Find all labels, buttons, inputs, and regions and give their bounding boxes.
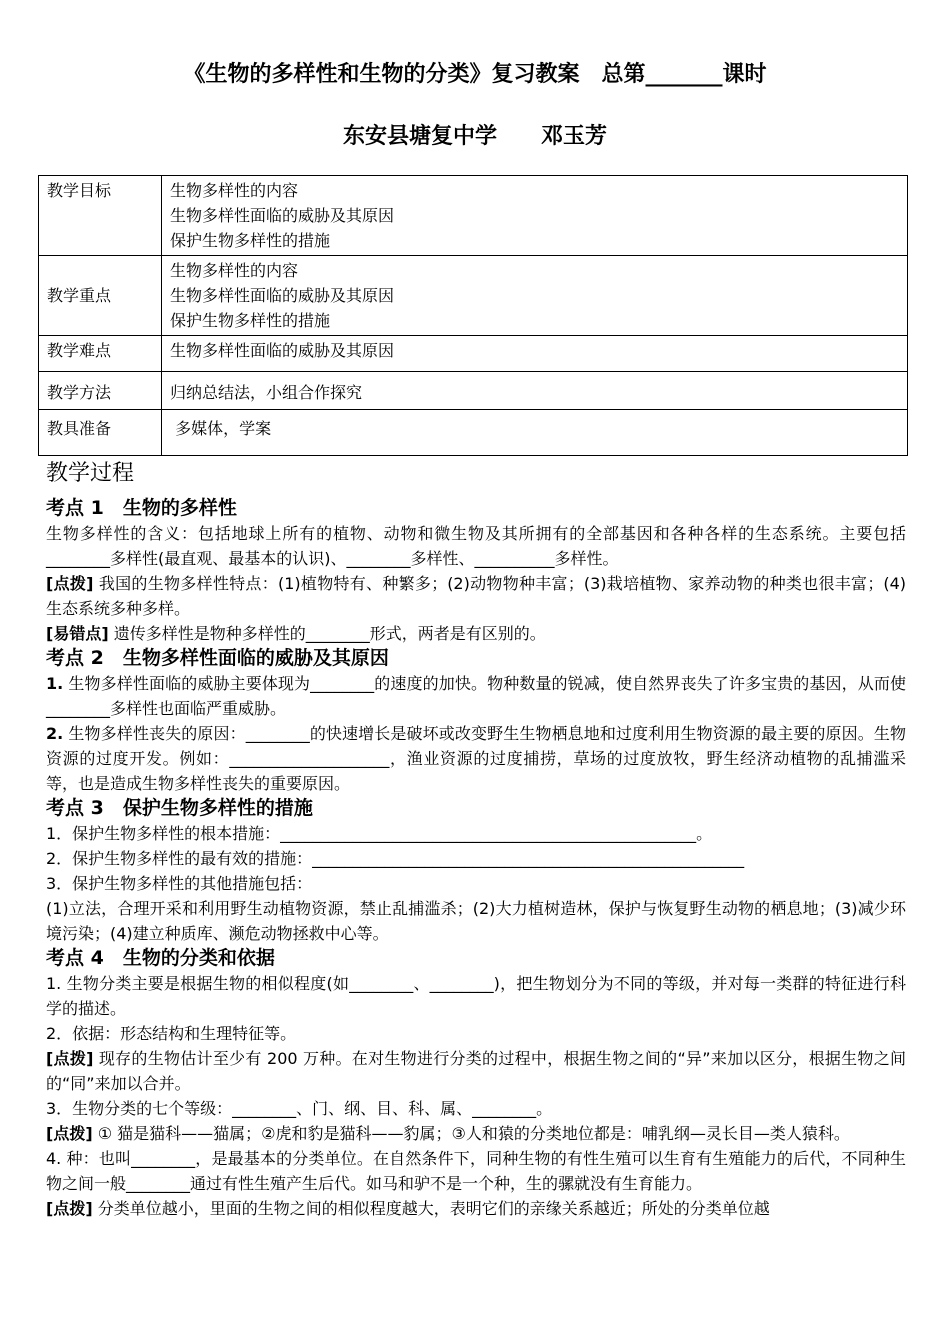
- tip-text: 分类单位越小，里面的生物之间的相似程度越大，表明它们的亲缘关系越近；所处的分类单位越: [92, 1199, 770, 1218]
- value-line: 生物多样性的内容: [170, 261, 299, 280]
- value-line: 保护生物多样性的措施: [170, 231, 331, 250]
- document-title: 《生物的多样性和生物的分类》复习教案 总第_______课时: [183, 62, 767, 87]
- item-text: 生物多样性面临的威胁主要体现为________的速度的加快。物种数量的锐减，使自然界丧失了许多宝贵的基因，从而使________多样性也面临严重威胁。: [46, 674, 906, 718]
- paragraph: 2．保护生物多样性的最有效的措施：______________________________________________________: [46, 849, 745, 868]
- item-number: 1.: [46, 674, 64, 693]
- paragraph: [46, 571, 906, 621]
- row-value: 归纳总结法，小组合作探究: [162, 372, 908, 410]
- school-author-line: 东安县塘复中学 邓玉芳: [342, 124, 607, 149]
- paragraph: 1．保护生物多样性的根本措施：____________________________________________________。: [46, 824, 713, 843]
- row-value: 生物多样性面临的威胁及其原因: [162, 336, 908, 372]
- process-heading: 教学过程: [46, 461, 135, 486]
- row-key: 教学难点: [39, 336, 162, 372]
- row-key: 教学方法: [39, 372, 162, 410]
- row-value: [162, 176, 908, 256]
- tip-text: 我国的生物多样性特点：(1)植物特有、种繁多；(2)动物物种丰富；(3)栽培植物、家养动物的种类也很丰富；(4)生态系统多种多样。: [46, 574, 906, 618]
- paragraph: 生物多样性的含义：包括地球上所有的植物、动物和微生物及其所拥有的全部基因和各种各样的生态系统。主要包括________多样性(最直观、最基本的认识)、________多样性、__________多样性。: [46, 524, 906, 568]
- teaching-info-table: [38, 175, 908, 456]
- tip-text: ① 猫是猫科——猫属；②虎和豹是猫科——豹属；③人和猿的分类地位都是：哺乳纲—灵长目—类人猿科。: [92, 1124, 850, 1143]
- paragraph: [46, 721, 906, 796]
- table-row: [39, 410, 908, 456]
- paragraph: [46, 1121, 906, 1146]
- paragraph: [46, 671, 906, 721]
- item-text: 生物多样性丧失的原因：________的快速增长是破坏或改变野生生物栖息地和过度利用生物资源的最主要的原因。生物资源的过度开发。例如：____________________，渔业资源的过度捕捞，草场的过度放牧，野生经济动植物的乱捕滥采等，也是造成生物多样性丧失的重要原因。: [46, 724, 906, 793]
- paragraph: [46, 621, 906, 646]
- paragraph: [46, 1046, 906, 1096]
- item-number: 2.: [46, 724, 64, 743]
- paragraph: 3．生物分类的七个等级：________、门、纲、目、科、属、________。: [46, 1099, 553, 1118]
- section-2-title: 考点 2 生物多样性面临的威胁及其原因: [46, 647, 389, 669]
- row-key: 教学目标: [39, 176, 162, 256]
- table-row: [39, 176, 908, 256]
- tip-tag: [点拨]: [46, 1199, 93, 1218]
- table-row: [39, 256, 908, 336]
- section-4-title: 考点 4 生物的分类和依据: [46, 947, 275, 969]
- row-key: 教具准备: [39, 410, 162, 456]
- paragraph: 3．保护生物多样性的其他措施包括：: [46, 874, 313, 893]
- paragraph: [46, 1196, 906, 1221]
- mistake-text: 遗传多样性是物种多样性的________形式，两者是有区别的。: [108, 624, 546, 643]
- paragraph: 1. 生物分类主要是根据生物的相似程度(如________、________)，把生物划分为不同的等级，并对每一类群的特征进行科学的描述。: [46, 974, 906, 1018]
- value-line: 生物多样性面临的威胁及其原因: [170, 206, 395, 225]
- tip-tag: [点拨]: [46, 1124, 93, 1143]
- tip-tag: [点拨]: [46, 1049, 94, 1068]
- mistake-tag: [易错点]: [46, 624, 109, 643]
- paragraph: 4. 种：也叫________，是最基本的分类单位。在自然条件下，同种生物的有性生殖可以生育有生殖能力的后代，不同种生物之间一般________通过有性生殖产生后代。如马和驴不是一个种，生的骡就没有生育能力。: [46, 1149, 906, 1193]
- teaching-process: [46, 456, 906, 1221]
- row-key: 教学重点: [39, 256, 162, 336]
- value-line: 生物多样性的内容: [170, 181, 299, 200]
- row-value: 多媒体，学案: [162, 410, 908, 456]
- tip-tag: [点拨]: [46, 574, 94, 593]
- paragraph: (1)立法，合理开采和利用野生动植物资源，禁止乱捕滥杀；(2)大力植树造林，保护与恢复野生动物的栖息地；(3)减少环境污染；(4)建立种质库、濒危动物拯救中心等。: [46, 899, 906, 943]
- tip-text: 现存的生物估计至少有 200 万种。在对生物进行分类的过程中，根据生物之间的“异”来加以区分，根据生物之间的“同”来加以合并。: [46, 1049, 906, 1093]
- section-3-title: 考点 3 保护生物多样性的措施: [46, 797, 313, 819]
- row-value: [162, 256, 908, 336]
- value-line: 生物多样性面临的威胁及其原因: [170, 286, 395, 305]
- table-row: [39, 336, 908, 372]
- paragraph: 2．依据：形态结构和生理特征等。: [46, 1024, 297, 1043]
- value-line: 保护生物多样性的措施: [170, 311, 331, 330]
- table-row: [39, 372, 908, 410]
- section-1-title: 考点 1 生物的多样性: [46, 497, 237, 519]
